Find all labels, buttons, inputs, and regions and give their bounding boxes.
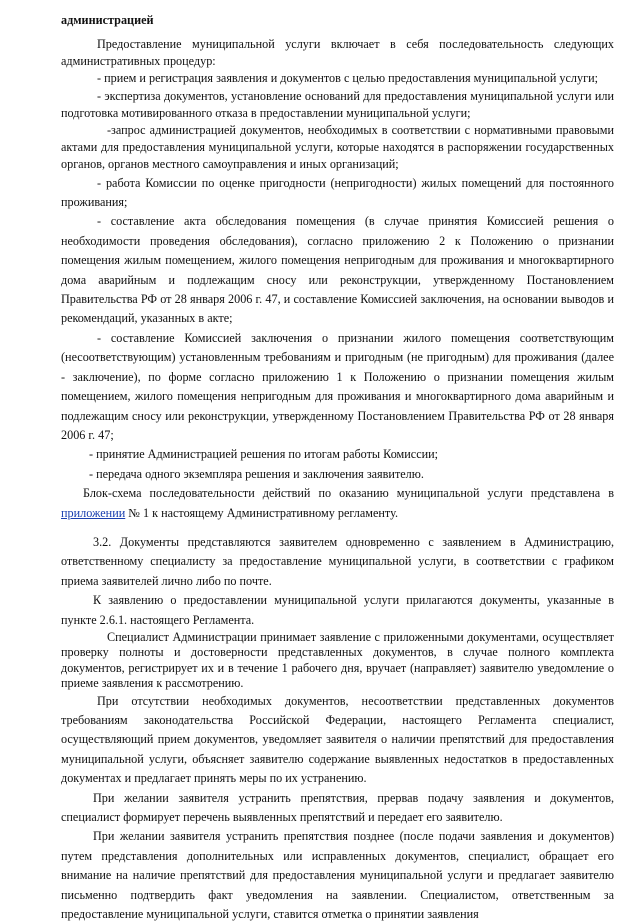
list-item-inspection-act: - составление акта обследования помещения (в случае принятия Комиссией решения о необходимости проведения обследования), согласно приложению 2 к Положению о признании помещения жилым помещением, жилого помещения непригодным для проживания и многоквартирного дома аварийным и подлежащим сносу или реконструкции, утвержденному Постановлением Правительства РФ от 28 января 2006 г. 47, и составление Комиссией заключения, на основании выводов и рекомендаций, указанных в акте; xyxy=(61,214,614,326)
paragraph-procedures-intro: Предоставление муниципальной услуги включает в себя последовательность следующих административных процедур: xyxy=(61,37,614,69)
appendix-link[interactable]: приложении xyxy=(61,505,126,520)
list-item-commission-work: - работа Комиссии по оценке пригодности (непригодности) жилых помещений для постоянного проживания; xyxy=(61,175,614,210)
section-gap xyxy=(61,523,614,533)
paragraph-missing-documents: При отсутствии необходимых документов, несоответствии представленных документов требованиям законодательства Российской Федерации, настоящего Регламента специалист, осуществляющий прием документов, уведомляет заявителя о наличии препятствий для предоставления муниципальной услуги, объясняет заявителю содержание выявленных недостатков в предоставленных документах и предлагает принять меры по их устранению. xyxy=(61,693,614,786)
paragraph-interrupt-submission: При желании заявителя устранить препятствия, прервав подачу заявления и документов, специалист формирует перечень выявленных препятствий и передает его заявителю. xyxy=(61,790,614,825)
section-heading: администрацией xyxy=(61,13,154,27)
list-item-request: -запрос администрацией документов, необходимых в соответствии с нормативными правовыми актами для предоставления муниципальной услуги, которые находятся в распоряжении государственных органов, органов местного самоуправления и иных организаций; xyxy=(61,123,614,172)
paragraph-later-correction: При желании заявителя устранить препятствия позднее (после подачи заявления и документов) путем представления дополнительных или исправленных документов, специалист, обращает его внимание на наличие препятствий для предоставления муниципальной услуги и предлагает заявителю письменно подтвердить факт уведомления на заявлении. Специалистом, ответственным за предоставление муниципальной услуги, ставится отметка о принятии заявления xyxy=(61,829,614,922)
flowchart-text-start: Блок-схема последовательности действий по оказанию муниципальной услуги представлена в xyxy=(83,486,614,501)
paragraph-attachments: К заявлению о предоставлении муниципальной услуги прилагаются документы, указанные в пункте 2.6.1. настоящего Регламента. xyxy=(61,593,614,627)
list-item-reception: - прием и регистрация заявления и документов с целью предоставления муниципальной услуги; xyxy=(97,71,599,86)
list-item-expertise: - экспертиза документов, установление оснований для предоставления муниципальной услуги или подготовка мотивированного отказа в предоставлении муниципальной услуги; xyxy=(61,88,614,120)
list-item-decision: - принятие Администрацией решения по итогам работы Комиссии; xyxy=(89,447,439,462)
list-item-transfer: - передача одного экземпляра решения и заключения заявителю. xyxy=(89,466,424,481)
flowchart-text-end: № 1 к настоящему Административному регламенту. xyxy=(125,505,398,520)
list-item-commission-conclusion: - составление Комиссией заключения о признании жилого помещения соответствующим (несоответствующим) установленным требованиям и пригодным (не пригодным) для проживания (далее - заключение), по форме согласно приложению 1 к Положению о признании помещения жилым помещением, жилого помещения непригодным для проживания и многоквартирного дома аварийным и подлежащим сносу или реконструкции, утвержденному Постановлением Правительства РФ от 28 января 2006 г. 47; xyxy=(61,330,614,442)
paragraph-flowchart xyxy=(61,484,614,523)
paragraph-specialist-check: Специалист Администрации принимает заявление с приложенными документами, осуществляет проверку полноты и достоверности представленных документов, в случае полного комплекта документов, регистрирует их и в течение 1 рабочего дня, вручает (направляет) заявителю уведомление о приеме заявления к рассмотрению. xyxy=(61,629,614,691)
paragraph-3-2: 3.2. Документы представляются заявителем одновременно с заявлением в Администрацию, ответственному специалисту за предоставление муниципальной услуги, в соответствии с графиком приема заявителей лично либо по почте. xyxy=(61,534,614,588)
